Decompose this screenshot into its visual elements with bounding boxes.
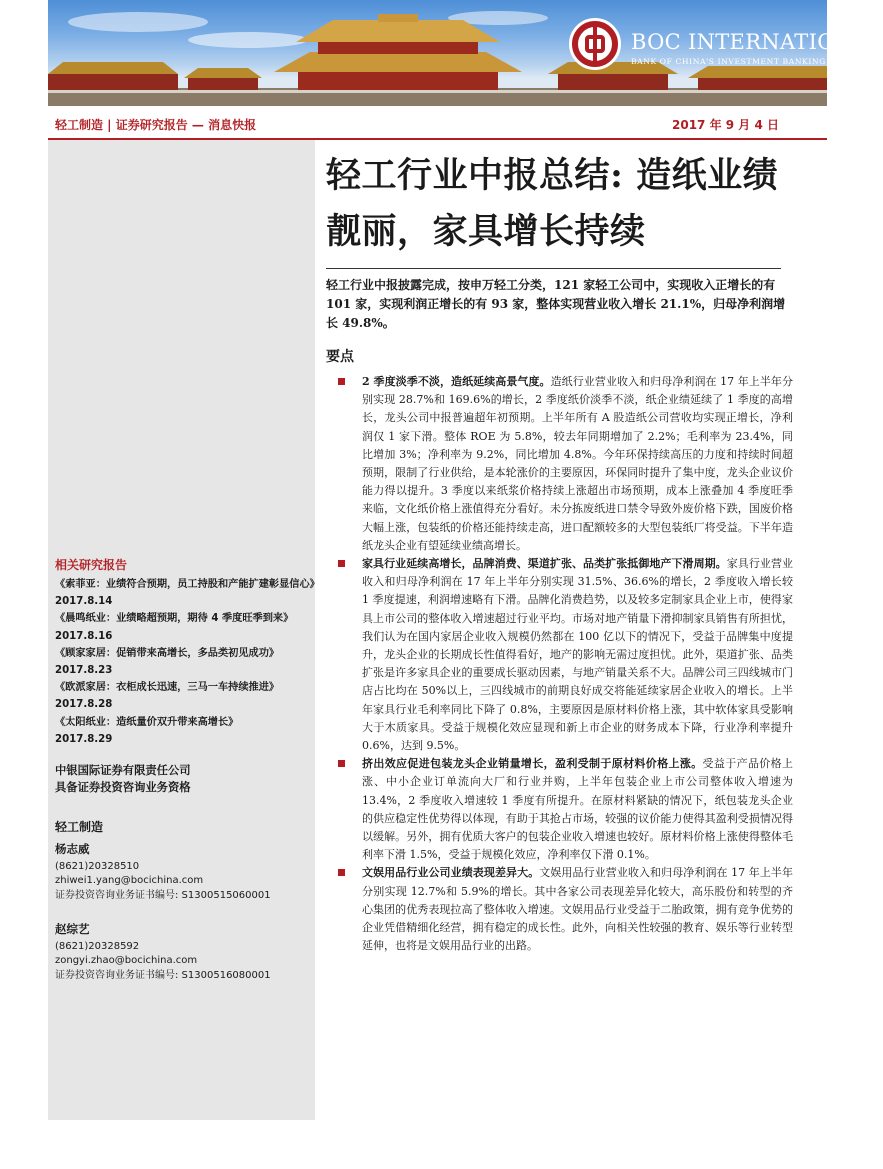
- related-reports-title: 相关研究报告: [55, 558, 128, 572]
- analyst-card: [55, 842, 317, 903]
- list-item[interactable]: [55, 610, 315, 644]
- report-date: 2017.8.16: [55, 630, 113, 642]
- bullet-square-icon: [338, 378, 345, 385]
- report-date: 2017 年 9 月 4 日: [672, 118, 779, 132]
- company-info: [55, 762, 191, 796]
- bullet-square-icon: [338, 560, 345, 567]
- report-date: 2017.8.23: [55, 665, 113, 677]
- boc-logo-icon: [569, 18, 621, 70]
- report-title[interactable]: 《顾家家居：促销带来高增长，多品类初见成功》: [55, 647, 280, 659]
- page-title: 轻工行业中报总结: 造纸业绩靓丽，家具增长持续: [326, 155, 779, 252]
- analyst-cert: 证券投资咨询业务证书编号: S1300516080001: [55, 969, 271, 981]
- report-title[interactable]: 《索菲亚：业绩符合预期，员工持股和产能扩建彰显信心》: [55, 579, 320, 590]
- header-banner: [48, 0, 883, 106]
- brand-tagline: BANK OF CHINA'S INVESTMENT BANKING GROUP: [631, 57, 862, 66]
- analyst-email[interactable]: zongyi.zhao@bocichina.com: [55, 955, 198, 966]
- summary: 轻工行业中报披露完成，按申万轻工分类，121 家轻工公司中，实现收入正增长的有 101 家，实现利润正增长的有 93 家，整体实现营业收入增长 21.1%，归母净利润增长 49.8%。: [326, 278, 786, 330]
- analyst-phone: (8621)20328592: [55, 940, 140, 952]
- analyst-name: 杨志威: [55, 842, 90, 856]
- bullet-lead: 2 季度淡季不淡，造纸延续高景气度。: [362, 375, 551, 388]
- key-points-heading: 要点: [326, 349, 354, 365]
- sector-label: 轻工制造: [55, 820, 104, 834]
- bullet-text: 家具行业营业收入和归母净利润在 17 年上半年分别实现 31.5%、36.6%的增长，2 季度收入增长较 1 季度提速，利润增速略有下滑。品牌化消费趋势，以及较多定制家具企业上市，使得家具上市公司的整体收入增速超过行业平均。市场对地产销量下滑抑制家具销售有所担忧，我们认为在国内家居企业收入规模仍然都在 100 亿以下的情况下，受益于品牌集中度提升，龙头企业的长期成长性值得看好，地产的影响无需过度担忧。此外，渠道扩张、品类扩张是许多家具企业的重要成长驱动因素，与地产销量关系不大。品牌公司三四线城市门店占比均在 50%以上，三四线城市的前期良好成交将能延续家居企业收入的增长。上半年家具行业毛利率同比下降了 0.8%，主要原因是原材料价格上涨，其中软体家具受影响大于木质家具。受益于规模化效应显现和新上市企业的财务成本下降，行业净利率提升 0.6%，达到 9.5%。: [362, 557, 793, 753]
- report-date: 2017.8.29: [55, 733, 113, 745]
- bullet-square-icon: [338, 760, 345, 767]
- analyst-phone: (8621)20328510: [55, 860, 140, 872]
- report-title[interactable]: 《欧派家居：衣柜成长迅速，三马一车持续推进》: [55, 682, 280, 694]
- analyst-email[interactable]: zhiwei1.yang@bocichina.com: [55, 875, 204, 886]
- bullet-text: 造纸行业营业收入和归母净利润在 17 年上半年分别实现 28.7%和 169.6%的增长，2 季度纸价淡季不淡，纸企业绩延续了 1 季度的高增长，龙头公司中报普遍超年初预期。上半年所有 A 股造纸公司营收均实现正增长，净利润仅 1 家下滑。整体 ROE 为 5.8%，较去年同期增加了 2.2%；毛利率为 23.4%，同比增加 3%；净利率为 9.2%，同比增加 4.8%。今年环保持续高压的力度和持续时间超预期，限制了行业供给，是本轮涨价的主要原因，环保同时提升了集中度，龙头企业议价能力得以提升。3 季度以来纸浆价格持续上涨超出市场预期，成本上涨叠加 4 季度旺季来临，文化纸价格上涨值得充分看好。未分拣废纸进口禁令导致外废价格下跌，国废价格大幅上涨，包装纸的价格还能持续走高，进口配额较多的大型包装纸厂将受益。下半年造纸龙头企业有望延续业绩高增长。: [362, 375, 793, 552]
- key-points-list: [338, 373, 793, 956]
- list-item: [338, 373, 793, 555]
- list-item[interactable]: [55, 714, 315, 748]
- related-reports-list: [55, 576, 320, 748]
- brand-name: BOC INTERNATIONAL: [631, 30, 883, 54]
- bullet-square-icon: [338, 869, 345, 876]
- list-item[interactable]: [55, 645, 315, 679]
- analyst-card: [55, 922, 317, 983]
- report-date: 2017.8.28: [55, 699, 113, 711]
- report-category: 轻工制造 | 证券研究报告 — 消息快报: [55, 118, 257, 132]
- bullet-lead: 文娱用品行业公司业绩表现差异大。: [362, 866, 540, 880]
- bullet-text: 受益于产品价格上涨、中小企业订单流向大厂和行业并购，上半年包装企业上市公司整体收入增速为 13.4%，2 季度收入增速较 1 季度有所提升。在原材料紧缺的情况下，纸包装龙头企业的供应稳定性优势得以体现，有助于其抢占市场，较强的议价能力使得其盈利受损情况得以缓解。另外，拥有优质大客户的包装企业收入增速也较好。原材料价格上涨使得整体毛利率下滑 1.5%，受益于规模化效应，净利率仅下滑 0.1%。: [362, 757, 794, 862]
- report-title[interactable]: 《太阳纸业：造纸量价双升带来高增长》: [55, 716, 239, 728]
- report-date: 2017.8.14: [55, 596, 113, 608]
- list-item[interactable]: [55, 679, 315, 713]
- bullet-lead: 家具行业延续高增长，品牌消费、渠道扩张、品类扩张抵御地产下滑周期。: [362, 557, 727, 571]
- list-item: [338, 864, 793, 955]
- bullet-lead: 挤出效应促进包装龙头企业销量增长，盈利受制于原材料价格上涨。: [362, 757, 703, 771]
- list-item: [338, 555, 793, 755]
- bullet-text: 文娱用品行业营业收入和归母净利润在 17 年上半年分别实现 12.7%和 5.9%的增长。其中各家公司表现差异化较大，高乐股份和转型的齐心集团的优秀表现拉高了整体收入增速。文娱用品行业受益于二胎政策，拥有竞争优势的企业凭借精细化经营，拥有稳定的成长性。此外，向相关性较强的教育、娱乐等行业转型延伸，也将是文娱用品行业的出路。: [362, 866, 793, 953]
- list-item: [338, 755, 793, 864]
- report-title[interactable]: 《晨鸣纸业：业绩略超预期，期待 4 季度旺季到来》: [55, 613, 294, 625]
- list-item[interactable]: [55, 576, 320, 610]
- analyst-name: 赵综艺: [55, 922, 90, 936]
- company-qualification: 具备证券投资咨询业务资格: [55, 781, 191, 794]
- company-name: 中银国际证券有限责任公司: [55, 764, 191, 777]
- title-divider: [326, 268, 781, 269]
- analyst-cert: 证券投资咨询业务证书编号: S1300515060001: [55, 889, 271, 901]
